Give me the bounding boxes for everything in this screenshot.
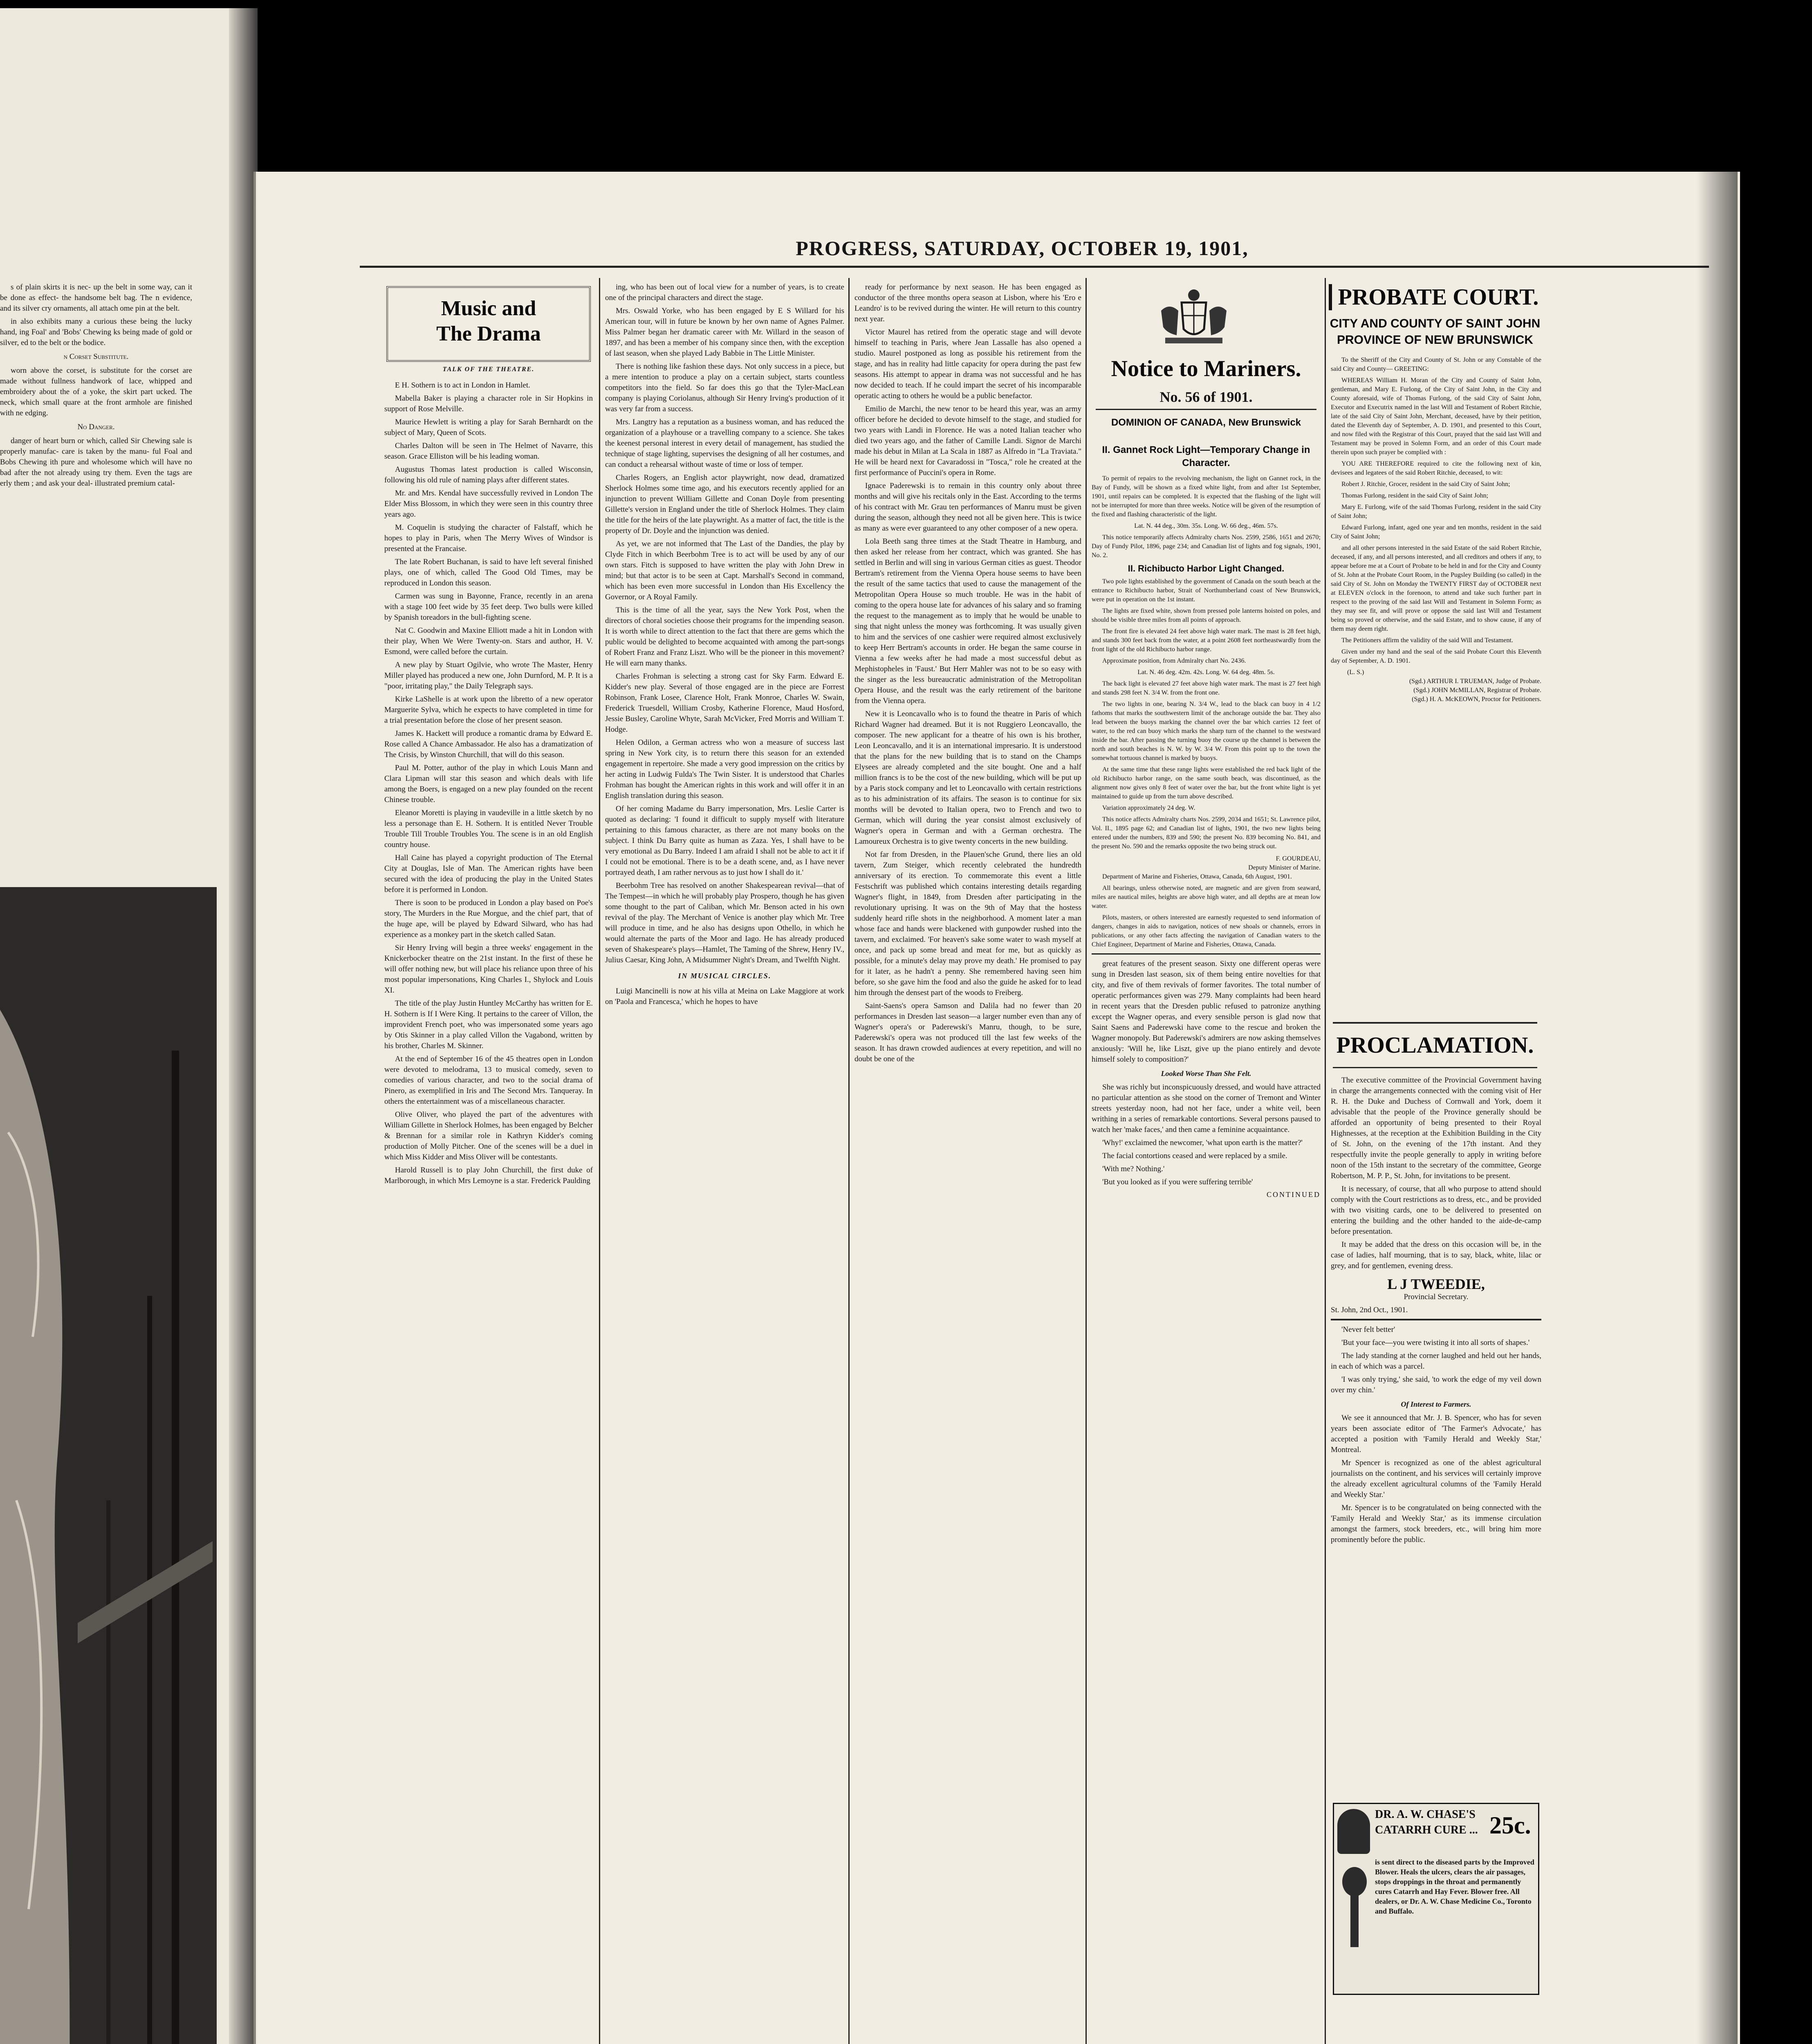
column-divider xyxy=(1085,278,1087,2044)
music-paragraph: Charles Dalton will be seen in The Helmet of Navarre, this season. Grace Elliston will be his leading woman. xyxy=(384,442,593,461)
ad-portrait xyxy=(1337,1809,1370,1854)
tweedie-title: Provincial Secretary. xyxy=(1404,1293,1469,1301)
probate-paragraph: Thomas Furlong, resident in the said City of Saint John; xyxy=(1341,492,1489,499)
probate-paragraph: To the Sheriff of the City and County of St. John or any Constable of the said City and County— GREETING: xyxy=(1331,356,1541,372)
gannet-rock-heading: II. Gannet Rock Light—Temporary Change in Character. xyxy=(1102,444,1310,468)
misc-paragraph: The lady standing at the corner laughed and held out her hands, in each of which was a parcel. xyxy=(1331,1351,1541,1371)
col-c-paragraph: Ignace Paderewski is to remain in this country only about three months and will give his recitals only in the East. According to the terms of his contract with Mr. Grau ten performances of Manru must be given during the season, although they need not all be given here. This is twice as many as were ever guaranteed to any other composer of a new opera. xyxy=(854,482,1081,533)
probate-paragraph: Mary E. Furlong, wife of the said Thomas Furlong, resident in the said City of Saint John; xyxy=(1331,504,1541,520)
col-d-paragraph: The facial contortions ceased and were replaced by a smile. xyxy=(1102,1152,1287,1160)
proclamation-title: PROCLAMATION. xyxy=(1336,1033,1534,1058)
proclamation-paragraph: It may be added that the dress on this occasion will be, in the case of ladies, half mourning, that is to say, black, white, lilac or grey, and for gentlemen, evening dress. xyxy=(1331,1240,1541,1270)
left-paragraph: in also exhibits many a curious these being the lucky hand, ing Foal' and 'Bobs' Chewing ks being made of gold or silver, ed to the belt or the bodice. xyxy=(0,317,192,347)
col-d-paragraph: 'But you looked as if you were suffering terrible' xyxy=(1102,1178,1253,1186)
notice-number: No. 56 of 1901. xyxy=(1159,389,1253,405)
music-drama-title xyxy=(388,288,589,347)
music-paragraph: Nat C. Goodwin and Maxine Elliott made a hit in London with their play, When We Were Twenty-on. Stars and author, H. V. Esmond, were called before the curtain. xyxy=(384,626,593,656)
catarrh-cure-ad xyxy=(1333,1803,1539,1995)
music-drama-heading-box xyxy=(386,286,591,362)
probate-signed-judge: (Sgd.) ARTHUR I. TRUEMAN, Judge of Probate. xyxy=(1409,678,1541,685)
col-b-paragraph: Of her coming Madame du Barry impersonation, Mrs. Leslie Carter is quoted as declaring: 'I found it difficult to supply myself with literature pertaining to this famous character, as there are not many books on the subject. I think Du Barry quite as human as Zaza. Yes, I shall have to be very emotional as Du Barry. Indeed I am afraid I shall not be able to act it if I could not be emotional. There is to be a death scene, and, as I have never portrayed death, I am rather nervous as to just how I shall do it.' xyxy=(605,805,844,877)
col-b-paragraph: Beerbohm Tree has resolved on another Shakespearean revival—that of The Tempest—in which he will probably play Prospero, though he has given some thought to the part of Caliban, which Mr. Benson acted in his own revival of the play. The Merchant of Venice is another play which Mr. Tree will produce in time, and he also has designs upon Othello, in which he would alternate the parts of the Moor and Iago. He has already produced seven of Shakespeare's plays—Hamlet, The Taming of the Shrew, Henry IV., Julius Caesar, King John, A Midsummer Night's Dream, and Twelfth Night. xyxy=(605,881,844,964)
col-music-body xyxy=(384,380,593,2032)
music-paragraph: James K. Hackett will produce a romantic drama by Edward E. Rose called A Chance Ambassador. He also has a dramatization of The Crisis, by Winston Churchill, that will do this season. xyxy=(384,729,593,759)
music-paragraph: The title of the play Justin Huntley McCarthy has written for E. H. Sothern is If I Were King. It pertains to the career of Villon, the improvident French poet, who was impersonated some years ago by Otis Skinner in a play called Villon the Vagabond, written by his brother, Charles M. Skinner. xyxy=(384,999,593,1050)
probate-paragraph: Given under my hand and the seal of the said Probate Court this Eleventh day of September, A. D. 1901. xyxy=(1331,648,1541,664)
left-paragraph: s of plain skirts it is nec- up the belt in some way, can it be done as effect- the handsome belt bag. The n evidence, and its silver cry ornaments, all attach ome pin at the belt. xyxy=(0,283,192,313)
col-b-paragraph: ing, who has been out of local view for a number of years, is to create one of the principal characters and direct the stage. xyxy=(605,283,844,302)
col-c-paragraph: Not far from Dresden, in the Plauen'sche Grund, there lies an old tavern, Zum Steiger, which recently celebrated the hundredth anniversary of its erection. To commemorate this event a little Festschrift was published which contains interesting details regarding Wagner's flight, in 1849, from Dresden after participating in the revolutionary uprising. It was on the 9th of May that the hostess suddenly heard rifle shots in the neighborhood. A moment later a man whose face and hands were blackened with gunpowder rushed into the tavern, and exclaimed. 'For heaven's sake some water to wash myself at once, and pack up some bread and meat for me, but as quickly as possible, for a minute's delay may prove my death.' He promised to pay for it later, as he hadn't a penny. She remembered having seen him before, so she gave him the food and also the guide he asked for to lead him through the densest part of the woods to Freiberg. xyxy=(854,850,1081,997)
misc-paragraph: 'But your face—you were twisting it into all sorts of shapes.' xyxy=(1341,1338,1530,1347)
proclamation-paragraph: It is necessary, of course, that all who purpose to attend should comply with the Court restrictions as to dress, etc., and be provided with two visiting cards, one to be delivered to presented on entering the building and the other handed to the aide-de-camp before presentation. xyxy=(1331,1185,1541,1236)
signature-name: F. GOURDEAU, xyxy=(1276,855,1321,862)
col-e-proclamation-body xyxy=(1331,1075,1541,1786)
probate-sub1: CITY AND COUNTY OF SAINT JOHN xyxy=(1330,317,1541,330)
notice-to-mariners-title: Notice to Mariners. xyxy=(1111,356,1301,381)
farmers-paragraph: We see it announced that Mr. J. B. Spencer, who has for seven years been associate editor of 'The Farmer's Advocate,' has accepted a position with 'Family Herald and Weekly Star,' Montreal. xyxy=(1331,1414,1541,1454)
notice-paragraph: At the same time that these range lights were established the red back light of the old Richibucto harbor range, on the same south beach, was discontinued, as the alignment now gives only 8 feet of water over the bar, but the front white light is yet maintained to guide up from the turn above described. xyxy=(1092,766,1321,800)
music-paragraph: Mabella Baker is playing a character role in Sir Hopkins in support of Rose Melville. xyxy=(384,394,593,413)
engraving-figure xyxy=(0,887,217,2044)
music-paragraph: Mr. and Mrs. Kendal have successfully revived in London The Elder Miss Blossom, in which they were seen in this country three years ago. xyxy=(384,489,593,519)
farmers-paragraph: Mr Spencer is recognized as one of the ablest agricultural journalists on the continent, and his services will certainly improve the already excellent agricultural columns of the 'Family Herald and Weekly Star.' xyxy=(1331,1459,1541,1499)
col-b-paragraph: There is nothing like fashion these days. Not only success in a piece, but a mere intention to produce a play on a certain subject, starts countless competitors into the field. So far does this go that the Tyler-MacLean company is playing Coriolanus, although Sir Henry Irving's production of it was very far from a success. xyxy=(605,362,844,413)
col-c-paragraph: Victor Maurel has retired from the operatic stage and will devote himself to teaching in Paris, where Jean Lassalle has also opened a studio. Maurel postponed as long as possible his retirement from the stage, and has in reality had little capacity for opera during the past few seasons. His attempt to appear in drama was not successful and he has now decided to teach. If he could impart the secret of his incomparable operatic acting to others he would be a public benefactor. xyxy=(854,328,1081,400)
col-d-paragraph: 'With me? Nothing.' xyxy=(1102,1165,1165,1173)
music-paragraph: Maurice Hewlett is writing a play for Sarah Bernhardt on the subject of Mary, Queen of Scots. xyxy=(384,418,593,437)
dominion-line: DOMINION OF CANADA, New Brunswick xyxy=(1111,417,1301,428)
notice-coords: Lat. N. 44 deg., 30m. 35s. Long. W. 66 deg., 46m. 57s. xyxy=(1134,522,1278,529)
coat-of-arms-icon xyxy=(1153,286,1235,347)
col-b-paragraph: This is the time of all the year, says the New York Post, when the directors of choral societies choose their programs for the impending season. It is worth while to direct attention to the fact that there are gems which the public would be delighted to become acquainted with among the part-songs of Robert Franz and Franz Liszt. Who will be the pioneer in this movement? He will earn many thanks. xyxy=(605,606,844,668)
col-b-paragraph: Helen Odilon, a German actress who won a measure of success last spring in New York city, is to return there this season for an extended engagement in repertoire. She made a very good impression on the critics by her acting in Ludwig Fulda's The Twin Sister. It is understood that Charles Frohman has bought the American rights in this work and will offer it in an English translation during this season. xyxy=(605,738,844,800)
department-line: Department of Marine and Fisheries, Ottawa, Canada, 6th August, 1901. xyxy=(1102,873,1292,880)
probate-paragraph: Robert J. Ritchie, Grocer, resident in the said City of Saint John; xyxy=(1341,481,1510,488)
continued-mark: CONTINUED xyxy=(1267,1190,1321,1199)
left-col-1 xyxy=(0,282,192,854)
notice-paragraph: This notice affects Admiralty charts Nos. 2599, 2034 and 1651; St. Lawrence pilot, Vol. II., 1895 page 62; and Canadian list of lights, 1901, the two new lights being entered under the numbers, 839 and 590; the present No. 839 becoming No. 841, and the present No. 590 and the remarks opposite the two being struck out. xyxy=(1092,816,1321,850)
notice-paragraph: The two lights in one, bearing N. 3/4 W., lead to the black can buoy in 4 1/2 fathoms that marks the southwestern limit of the anchorage outside the bar. They also lead between the buoys marking the channel over the bar which carries 12 feet of water, to the red can buoy which marks the sharp turn of the channel to the westward inside the bar. After passing the turning buoy the course up the channel is between the north and south beaches is N. W. by W. 3/4 W. From this point up to the town the somewhat tortuous channel is marked by buoys. xyxy=(1092,701,1321,762)
col-b-paragraph: Mrs. Oswald Yorke, who has been engaged by E S Willard for his American tour, will in future be known by her own name of Agnes Palmer. Miss Palmer began her dramatic career with Mr. Willard in the season of 1897, and has been a member of his company since then, with the exception of last season, when she played Lady Babbie in The Little Minister. xyxy=(605,307,844,358)
col-c-paragraph: Saint-Saens's opera Samson and Dalila had no fewer than 20 performances in Dresden last season—a larger number even than any of Wagner's opera's or Paderewski's Manru, though, to be sure, Paderewski's opera was not produced till the last few weeks of the season. It has drawn crowded audiences at every repetition, and will no doubt be one of the xyxy=(854,1002,1081,1063)
probate-paragraph: Edward Furlong, infant, aged one year and ten months, resident in the said City of Saint John; xyxy=(1331,524,1541,540)
music-paragraph: Kirke LaShelle is at work upon the libretto of a new operator Marguerite Sylva, which he expects to have completed in time for a trial presentation before the close of her present season. xyxy=(384,695,593,725)
probate-paragraph: and all other persons interested in the said Estate of the said Robert Ritchie, deceased, if any, and all persons interested, and all creditors and others if any, to appear before me at a Court of Probate to be held in and for the City and County of St. John at the Probate Court Room, in the Pugsley Building (so called) in the said City of St. John on Monday the TWENTY FIRST day of OCTOBER next at ELEVEN o'clock in the forenoon, to attend and take such further part in respect to the proving of the said last Will and Testament in Solemn Form; as they may see fit, and will prove or oppose the said last Will and Testament being so proved or otherwise, and the said Estate, and to show cause, if any of them may deem right. xyxy=(1331,545,1541,632)
signature-title: Deputy Minister of Marine. xyxy=(1248,864,1321,871)
notice-paragraph: The lights are fixed white, shown from pressed pole lanterns hoisted on poles, and should be visible three miles from all points of approach. xyxy=(1092,607,1321,623)
notice-paragraph: Variation approximately 24 deg. W. xyxy=(1102,805,1195,811)
richibucto-heading: II. Richibucto Harbor Light Changed. xyxy=(1128,563,1285,574)
notice-paragraph: Approximate position, from Admiralty chart No. 2436. xyxy=(1102,657,1246,664)
col-c-paragraph: Lola Beeth sang three times at the Stadt Theatre in Hamburg, and then asked her release from her contract, which was granted. She has settled in Berlin and will sing in various German cities as guest. Theodor Bertram's retirement from the Vienna Opera house seems to have been the result of the same tactics that used to cause the management of the Metropolitan Opera House so much trouble. He was in the habit of coming to the opera house late for advances of his salary and so framing the request to the management as to imply that he would be unable to sing that night unless the money was forthcoming. It was usually given to him and the services of one cashier were required almost exclusively to keep Herr Bertram's accounts in order. He began the same course in Vienna a few weeks after he had made a most successful debut as Mephistopheles in 'Faust.' But Herr Mahler was not to be so easy with the singer as the less bureaucratic administration of the Metropolitan Opera House, and the result was the early retirement of the baritone from the Vienna opera. xyxy=(854,537,1081,705)
music-paragraph: At the end of September 16 of the 45 theatres open in London were devoted to melodrama, 13 to musical comedy, seven to comedies of various character, and two to the social drama of Pinero, as exemplified in Iris and The Second Mrs. Tanqueray. In others the entertainment was of a miscellaneous character. xyxy=(384,1055,593,1106)
col-d-paragraph: She was richly but inconspicuously dressed, and would have attracted no particular attention as she stood on the corner of Tremont and Winter streets yesterday noon, had not her face, under a white veil, been writhing in a series of remarkable contortions. Several persons paused to watch her 'make faces,' and then came a feminine acquaintance. xyxy=(1092,1083,1321,1134)
music-drama-subtitle: TALK OF THE THEATRE. xyxy=(442,366,535,373)
notice-paragraph: The front fire is elevated 24 feet above high water mark. The mast is 28 feet high, and stands 300 feet back from the water, at a point 2608 feet northeastwardly from the front light of the old Richibucto harbor range. xyxy=(1092,628,1321,653)
music-paragraph: Sir Henry Irving will begin a three weeks' engagement in the Knickerbocker theatre on the 21st instant. In the first of these he will offer nothing new, but will place his reliance upon three of his most popular impersonations, King Charles I., Shylock and Louis XI. xyxy=(384,944,593,995)
ad-blower-icon xyxy=(1338,1865,1371,1955)
music-paragraph: M. Coquelin is studying the character of Falstaff, which he hopes to play in Paris, when The Merry Wives of Windsor is presented at the Francaise. xyxy=(384,523,593,553)
col-b-paragraph: Charles Frohman is selecting a strong cast for Sky Farm. Edward E. Kidder's new play. Several of those engaged are in the piece are Forrest Robinson, Frank Losee, Clarence Holt, Frank Monroe, Charles W. Swain, Frederick Truesdell, William Crosby, Katherine Florence, Maud Hosford, Jessie Busley, Caroline Whyte, Sarah McVicker, Fred Morris and William T. Hodge. xyxy=(605,672,844,734)
proclamation-date: St. John, 2nd Oct., 1901. xyxy=(1331,1306,1408,1314)
notice-paragraph: Two pole lights established by the government of Canada on the south beach at the entrance to Richibucto harbor, Strait of Northumberland coast of New Brunswick, were put in operation on the 1st instant. xyxy=(1092,578,1321,603)
probate-signed-proctor: (Sgd.) H. A. McKEOWN, Proctor for Petitioners. xyxy=(1412,696,1541,703)
left-heading: No Danger. xyxy=(77,423,115,431)
col-d-paragraph: 'Why!' exclaimed the newcomer, 'what upon earth is the matter?' xyxy=(1102,1139,1303,1147)
column-divider xyxy=(599,278,600,2044)
column-divider xyxy=(1325,278,1326,2044)
tweedie-signature: L J TWEEDIE, xyxy=(1387,1276,1485,1292)
probate-sub2: PROVINCE OF NEW BRUNSWICK xyxy=(1337,333,1533,347)
proclamation-paragraph: The executive committee of the Provincial Government having in charge the arrangements connected with the coming visit of Her R. H. the Duke and Duchess of Cornwall and York, doem it advisable that the people of the Province generally should be afforded an opportunity of being presented to their Royal Highnesses, at the reception at the Exhibition Building in the City of St. John, on the evening of the 17th instant. And they respectfully invite the people generally to apply in writing before noon of the 15th instant to the secretary of the committee, George Robertson, M. P. P., St. John, for invitations to be present. xyxy=(1331,1076,1541,1180)
music-paragraph: Carmen was sung in Bayonne, France, recently in an arena with a stage 100 feet wide by 35 feet deep. Two bulls were killed by Spanish toreadors in the bull-fighting scene. xyxy=(384,592,593,622)
masthead-rule xyxy=(360,266,1709,268)
col-e-probate-body xyxy=(1331,356,1541,1042)
music-paragraph: Augustus Thomas latest production is called Wisconsin, following his old rule of naming plays after different states. xyxy=(384,465,593,484)
left-heading: n Corset Substitute. xyxy=(63,352,129,361)
title-line-2: The Drama xyxy=(436,322,541,345)
ad-line-2: CATARRH CURE ... xyxy=(1375,1824,1478,1836)
music-paragraph: Hall Caine has played a copyright production of The Eternal City at Douglas, Isle of Man. The American rights have been secured with the idea of producing the play in the United States before it is performed in London. xyxy=(384,854,593,894)
notice-paragraph: All bearings, unless otherwise noted, are magnetic and are given from seaward, miles are nautical miles, heights are above high water, and all depths are at mean low water. xyxy=(1092,885,1321,910)
column-divider xyxy=(848,278,850,2044)
musical-circles-subheading: IN MUSICAL CIRCLES. xyxy=(678,972,771,980)
col-d-body xyxy=(1092,474,1321,2044)
masthead: PROGRESS, SATURDAY, OCTOBER 19, 1901, xyxy=(796,237,1249,260)
ad-body: is sent direct to the diseased parts by the Improved Blower. Heals the ulcers, clears the air passages, stops droppings in the throat and permanently cures Catarrh and Hay Fever. Blower free. All dealers, or Dr. A. W. Chase Medicine Co., Toronto and Buffalo. xyxy=(1375,1858,1534,1915)
probate-court-title: PROBATE COURT. xyxy=(1329,284,1545,310)
farmers-paragraph: Mr. Spencer is to be congratulated on being connected with the 'Family Herald and Weekly Star,' as its immense circulation amongst the farmers, stock breeders, etc., will bring him more prominently before the public. xyxy=(1331,1504,1541,1544)
music-paragraph: E H. Sothern is to act in London in Hamlet. xyxy=(395,381,530,390)
farmers-heading: Of Interest to Farmers. xyxy=(1401,1400,1471,1408)
music-paragraph: There is soon to be produced in London a play based on Poe's story, The Murders in the Rue Morgue, and the chief part, that of the huge ape, will be played by Edward Silward, who has had experience as a monkey part in the sketch called Satan. xyxy=(384,899,593,939)
notice-paragraph: Pilots, masters, or others interested are earnestly requested to send information of dangers, changes in aids to navigation, notices of new shoals or channels, errors in publications, or any other facts affecting the navigation of Canadian waters to the Chief Engineer, Department of Marine and Fisheries, Ottawa, Canada. xyxy=(1092,914,1321,948)
proclamation-end-rule xyxy=(1331,1319,1541,1320)
proclamation-rule xyxy=(1333,1022,1537,1024)
notice-paragraph: The back light is elevated 27 feet above high water mark. The mast is 27 feet high and stands 298 feet N. 3/4 W. from the front one. xyxy=(1092,680,1321,696)
engraving-illustration xyxy=(0,887,217,2044)
notice-paragraph: To permit of repairs to the revolving mechanism, the light on Gannet rock, in the Bay of Fundy, will be shown as a fixed white light, from and after 1st September, 1901, until repairs can be completed. It is expected that the flashing of the light will not be interrupted for more than three weeks. Notice will be given of the resumption of the fixed and flashing characteristic of the light. xyxy=(1092,475,1321,518)
proclamation-rule-2 xyxy=(1333,1067,1537,1068)
probate-signed-registrar: (Sgd.) JOHN McMILLAN, Registrar of Probate. xyxy=(1413,687,1541,694)
left-paragraph: danger of heart burn or which, called Sir Chewing sale is properly manufac- care is taken by the manu- ful Foal and Bobs Chewing ith pure and wholesome which will have no bad after the not already using try them. Even the tags are erly them ; and ask your deal- illustrated premium catal- xyxy=(0,437,192,488)
title-line-1: Music and xyxy=(441,297,536,320)
music-paragraph: Olive Oliver, who played the part of the adventures with William Gillette in Sherlock Holmes, has been engaged by Belcher & Brennan for a similar role in Kathryn Kidder's coming production of Molly Pitcher. One of the scenes will be a duel in which Miss Kidder and Miss Oliver will be contestants. xyxy=(384,1110,593,1161)
notice-paragraph: This notice temporarily affects Admiralty charts Nos. 2599, 2586, 1651 and 2670; Day of Fundy Pilot, 1896, page 234; and Canadian list of lights and fog signals, 1901, No. 2. xyxy=(1092,534,1321,559)
col-b-paragraph: Luigi Mancinelli is now at his villa at Meina on Lake Maggiore at work on 'Paola and Francesca,' which he hopes to have xyxy=(605,987,844,1006)
music-paragraph: Harold Russell is to play John Churchill, the first duke of Marlborough, in which Mrs Lemoyne is a star. Frederick Paulding xyxy=(384,1166,593,1185)
probate-paragraph: The Petitioners affirm the validity of the said Will and Testament. xyxy=(1341,637,1513,644)
looked-worse-heading: Looked Worse Than She Felt. xyxy=(1161,1069,1251,1078)
music-paragraph: A new play by Stuart Ogilvie, who wrote The Master, Henry Miller played has produced a new one, John Durnford, M. P. It is a "poor, irritating play," the Daily Telegraph says. xyxy=(384,661,593,690)
col-d-paragraph: great features of the present season. Sixty one different operas were sung in Dresden last season, six of them being entire novelties for that city, and five of them revivals of former favorites. The total number of operatic performances given was 279. Many complaints had been heard in recent years that the Dresden public refused to patronize anything except the Wagner operas, and every sensible person is glad now that Saint Saens and Paderewski have come to the rescue and broken the Wagner monopoly. But Paderewski's admirers are now asking themselves anxiously: 'Will he, like Liszt, give up the piano entirely and devote himself solely to composition?' xyxy=(1092,959,1321,1064)
misc-paragraph: 'Never felt better' xyxy=(1341,1325,1395,1334)
misc-paragraph: 'I was only trying,' she said, 'to work the edge of my veil down over my chin.' xyxy=(1331,1375,1541,1394)
col-c-paragraph: ready for performance by next season. He has been engaged as conductor of the three months opera season at Lisbon, where his 'Ero e Leandro' is to be revived during the winter. He will return to this country next year. xyxy=(854,283,1081,323)
probate-paragraph: YOU ARE THEREFORE required to cite the following next of kin, devisees and legatees of the said Robert Ritchie, deceased, to wit: xyxy=(1331,460,1541,476)
ad-line-1: DR. A. W. CHASE'S xyxy=(1375,1808,1476,1821)
ad-price: 25c. xyxy=(1489,1812,1531,1839)
music-paragraph: Paul M. Potter, author of the play in which Louis Mann and Clara Lipman will star this season and which deals with life among the Boers, is engaged on a new play founded on the recent Chinese trouble. xyxy=(384,764,593,804)
music-paragraph: The late Robert Buchanan, is said to have left several finished plays, one of which, called The Good Old Times, may be reproduced in London this season. xyxy=(384,558,593,587)
notice-end-rule xyxy=(1092,953,1321,955)
col-b-paragraph: As yet, we are not informed that The Last of the Dandies, the play by Clyde Fitch in which Beerbohm Tree is to act will be used by any of our own stars. Fitch is supposed to have written the play with John Drew in mind; but that actor is to be seen at Capt. Marshall's Second in command, which has been even more successful in London than His Excellency the Governor, or A Royal Family. xyxy=(605,540,844,601)
probate-paragraph: WHEREAS William H. Moran of the City and County of Saint John, gentleman, and Mary E. Furlong, of the City of Saint John, in the City and County aforesaid, wife of Thomas Furlong, of the said City of Saint John, Executor and Executrix named in the last Will and Testament of Robert Ritchie, late of the said City of Saint John, Merchant, deceased, have by their petition, dated the Eleventh day of September, A. D. 1901, and presented to this Court, and now filed with the Registrar of this Court, prayed that the said last Will and Testament may be proved in Solemn Form, and an order of this Court made therein upon such prayer be complied with : xyxy=(1331,377,1541,456)
col-c-paragraph: Emilio de Marchi, the new tenor to be heard this year, was an army officer before he decided to devote himself to the stage, and studied for two years with Landi in Florence. He was a noted Italian teacher who died two years ago, and the father of Camille Landi. Signor de Marchi made his debut in Milan at La Scala in 1887 as Alfredo in "La Traviata." He will be heard next for Cavaradossi in "Tosca," role he created at the first performance of Puccini's opera in Rome. xyxy=(854,405,1081,477)
probate-seal: (L. S.) xyxy=(1347,669,1364,676)
col-c-paragraph: New it is Leoncavallo who is to found the theatre in Paris of which Richard Wagner had dreamed. But it is not Ruggiero Leoncavallo, the composer. The new applicant for a theatre of his own is his brother, Leon Leoncavallo, and it is an international impresario. It is understood that the plans for the new building that is to stand on the Champs Elysees are already completed and the site bought. One and a half million francs is to be the cost of the new building, which will be put up by a Paris stock company and let to Leoncavallo with certain restrictions as to his administration of its affairs. The season is to continue for six months will be devoted to Italian opera, two to French and two to German, which will during the year consist almost exclusively of Wagner's opera in German and with a German orchestra. The Lamoureux Orchestra is to give twenty concerts in the new building. xyxy=(854,710,1081,846)
col-c-body xyxy=(854,282,1081,2019)
col-b-paragraph: Mrs. Langtry has a reputation as a business woman, and has reduced the organization of a playhouse or a travelling company to a science. She takes the keenest personal interest in every detail of management, has studied the technique of stage lighting, supervises the designing of all her costumes, and can conduct a rehearsal without waste of time or loss of temper. xyxy=(605,418,844,469)
left-paragraph: worn above the corset, is substitute for the corset are made without fullness handwork of lace, whipped and embroidery about the of a yoke, the skirt part ucked. The neck, which small quare at the front armhole are finished with ne edging. xyxy=(0,366,192,417)
music-paragraph: Eleanor Moretti is playing in vaudeville in a little sketch by no less a personage than E. H. Sothern. It is entitled Never Trouble Trouble Till Trouble Troubles You. The scene is in an old English country house. xyxy=(384,809,593,849)
page-edge-shadow xyxy=(1697,172,1738,2044)
notice-coords: Lat. N. 46 deg. 42m. 42s. Long. W. 64 deg. 48m. 5s. xyxy=(1137,669,1275,676)
notice-rule xyxy=(1096,409,1316,410)
col-b-body xyxy=(605,282,844,2019)
col-b-paragraph: Charles Rogers, an English actor playwright, now dead, dramatized Sherlock Holmes some time ago, and his executors recently applied for an injunction to prevent William Gillette and Conan Doyle from presenting Gillette's version in England under the title of Sherlock Holmes. They claim the title for the heirs of the late playwright. As a matter of fact, the title is the property of Dr. Doyle and the injunction was denied. xyxy=(605,473,844,535)
